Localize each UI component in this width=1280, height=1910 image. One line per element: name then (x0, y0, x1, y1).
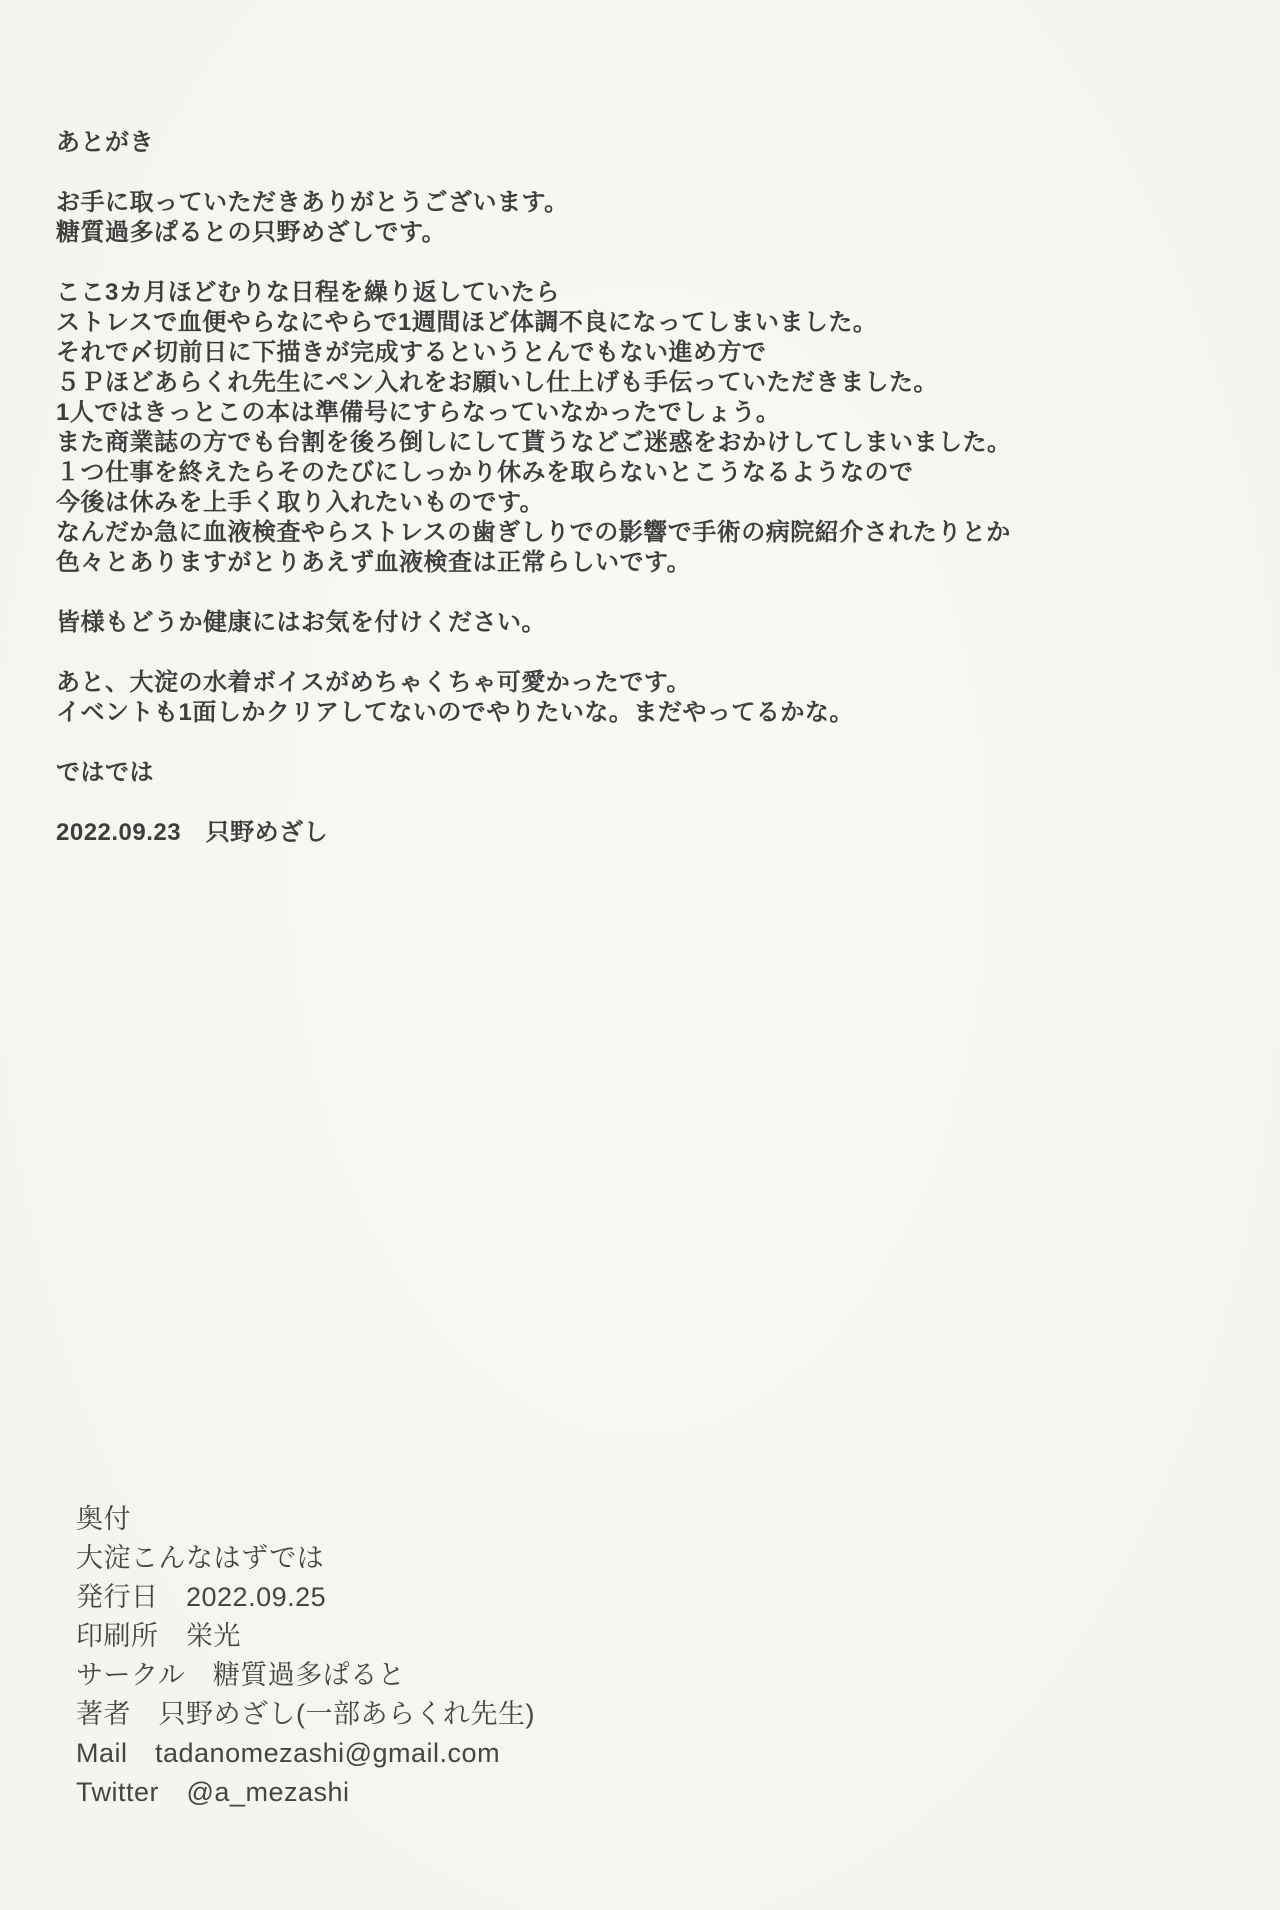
afterword-line: ５Ｐほどあらくれ先生にペン入れをお願いし仕上げも手伝っていただきました。 (56, 369, 938, 396)
afterword-line: あと、大淀の水着ボイスがめちゃくちゃ可愛かったです。 (56, 669, 691, 696)
afterword-line: 今後は休みを上手く取り入れたいものです。 (56, 489, 545, 516)
afterword-paragraph-health (56, 608, 1236, 638)
colophon-twitter: Twitter @a_mezashi (76, 1777, 350, 1807)
afterword-heading: あとがき (56, 129, 154, 156)
afterword-line: 皆様もどうか健康にはお気を付けください。 (56, 609, 546, 636)
afterword-line: 色々とありますがとりあえず血液検査は正常らしいです。 (56, 549, 692, 576)
afterword-line: お手に取っていただきありがとうございます。 (56, 189, 569, 216)
afterword-paragraph-intro (56, 188, 1236, 248)
afterword-line: また商業誌の方でも台割を後ろ倒しにして貰うなどご迷惑をおかけしてしまいました。 (56, 429, 1012, 456)
afterword-paragraph-oyodo (56, 668, 1236, 728)
afterword-line: それで〆切前日に下描きが完成するというとんでもない進め方で (56, 339, 767, 366)
afterword-line: ストレスで血便やらなにやらで1週間ほど体調不良になってしまいました。 (56, 309, 878, 336)
afterword-line: １つ仕事を終えたらそのたびにしっかり休みを取らないとこうなるようなので (56, 459, 914, 486)
colophon-publish-date: 発行日 2022.09.25 (76, 1582, 327, 1612)
afterword-line: イベントも1面しかクリアしてないのでやりたいな。まだやってるかな。 (56, 699, 854, 726)
afterword-line: ここ3カ月ほどむりな日程を繰り返していたら (56, 279, 560, 306)
afterword-paragraph-close (56, 758, 1236, 788)
afterword-paragraph-main (56, 278, 1236, 578)
afterword-line: 糖質過多ぱるとの只野めざしです。 (56, 219, 447, 246)
afterword-line: ではでは (56, 759, 154, 786)
colophon-circle: サークル 糖質過多ぱると (76, 1660, 406, 1690)
colophon-author: 著者 只野めざし(一部あらくれ先生) (76, 1699, 535, 1729)
afterword-line: 1人ではきっとこの本は準備号にすらなっていなかったでしょう。 (56, 399, 781, 426)
afterword-line: なんだか急に血液検査やらストレスの歯ぎしりでの影響で手術の病院紹介されたりとか (56, 519, 1011, 546)
colophon-printer: 印刷所 栄光 (76, 1621, 241, 1651)
colophon-section (76, 1500, 1226, 1812)
colophon-mail: Mail tadanomezashi@gmail.com (76, 1738, 501, 1768)
afterword-section (56, 128, 1236, 848)
afterword-signature: 2022.09.23 只野めざし (56, 819, 329, 846)
colophon-heading: 奥付 (76, 1504, 131, 1534)
colophon-title: 大淀こんなはずでは (76, 1543, 325, 1573)
